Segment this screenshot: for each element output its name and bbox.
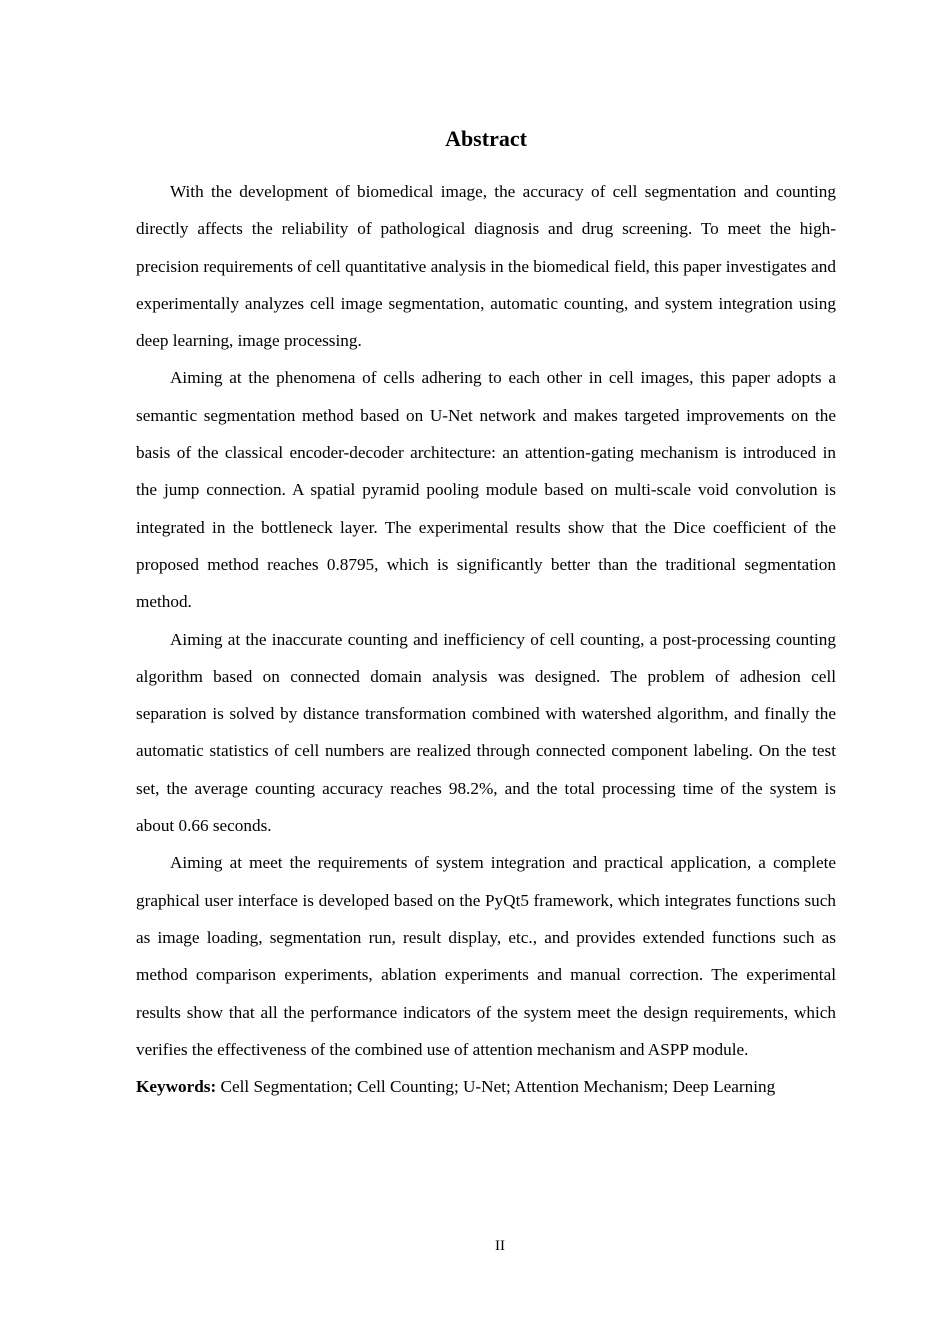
page-title: Abstract <box>445 126 527 151</box>
keywords-text: Cell Segmentation; Cell Counting; U-Net; Attention Mechanism; Deep Learning <box>220 1077 776 1097</box>
abstract-paragraph-4: Aiming at meet the requirements of system integration and practical application, a complete graphical user interface is developed based on the PyQt5 framework, which integrates functions such as image loading, segmentation run, result display, etc., and provides extended functions such as method comparison experiments, ablation experiments and manual correction. The experimental results show that all the performance indicators of the system meet the design requirements, which verifies the effectiveness of the combined use of attention mechanism and ASPP module. <box>136 853 836 1059</box>
abstract-paragraph-2: Aiming at the phenomena of cells adhering to each other in cell images, this paper adopts a semantic segmentation method based on U-Net network and makes targeted improvements on the basis of the classical encoder-decoder architecture: an attention-gating mechanism is introduced in the jump connection. A spatial pyramid pooling module based on multi-scale void convolution is integrated in the bottleneck layer. The experimental results show that the Dice coefficient of the proposed method reaches 0.8795, which is significantly better than the traditional segmentation method. <box>136 368 836 612</box>
abstract-paragraph-1: With the development of biomedical image, the accuracy of cell segmentation and counting directly affects the reliability of pathological diagnosis and drug screening. To meet the high-precision requirements of cell quantitative analysis in the biomedical field, this paper investigates and experimentally analyzes cell image segmentation, automatic counting, and system integration using deep learning, image processing. <box>136 182 836 351</box>
abstract-paragraph-3: Aiming at the inaccurate counting and inefficiency of cell counting, a post-processing counting algorithm based on connected domain analysis was designed. The problem of adhesion cell separation is solved by distance transformation combined with watershed algorithm, and finally the automatic statistics of cell numbers are realized through connected component labeling. On the test set, the average counting accuracy reaches 98.2%, and the total processing time of the system is about 0.66 seconds. <box>136 629 836 836</box>
page-number: II <box>495 1238 505 1254</box>
keywords-line <box>136 1068 836 1105</box>
keywords-label: Keywords: <box>136 1077 217 1097</box>
abstract-page <box>136 122 836 1105</box>
